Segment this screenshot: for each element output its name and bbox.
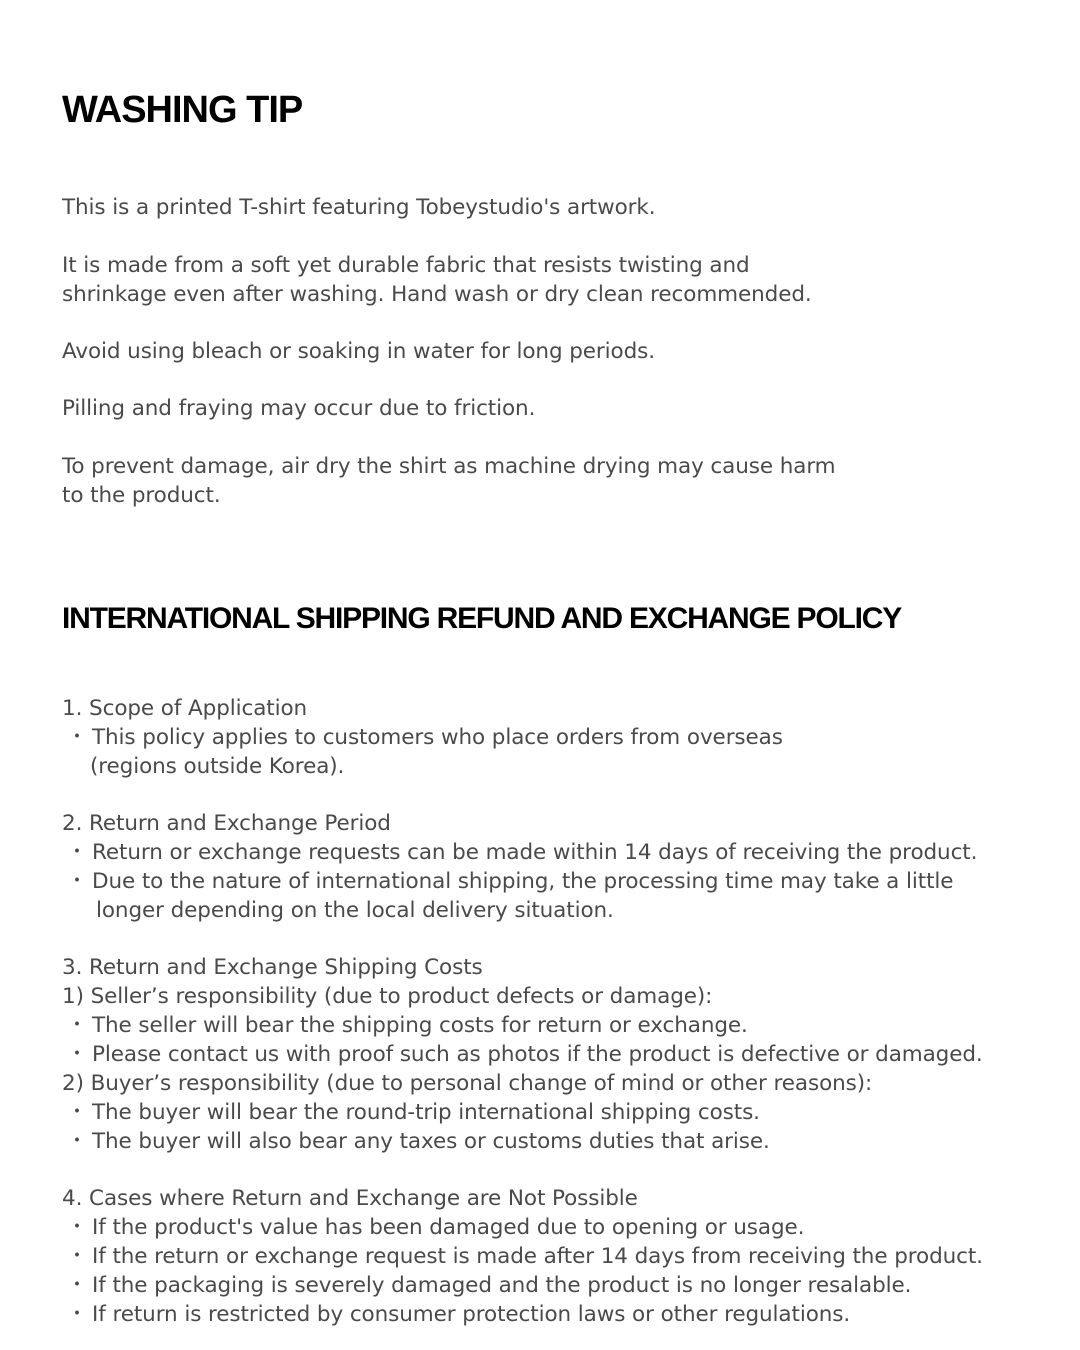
- policy-section-heading: 1. Scope of Application: [62, 696, 308, 721]
- bullet-icon: ・: [66, 1042, 88, 1067]
- washing-tip-line: shrinkage even after washing. Hand wash or dry clean recommended.: [62, 282, 812, 307]
- policy-subheading: 2) Buyer’s responsibility (due to personal change of mind or other reasons):: [62, 1071, 873, 1096]
- bullet-icon: ・: [66, 840, 88, 865]
- policy-list-item-text: Due to the nature of international shipping, the processing time may take a little: [92, 869, 954, 894]
- policy-section-heading: 4. Cases where Return and Exchange are Not Possible: [62, 1186, 638, 1211]
- policy-list-item: [62, 1213, 804, 1242]
- bullet-icon: ・: [66, 725, 88, 750]
- policy-list-item-text: The buyer will also bear any taxes or customs duties that arise.: [92, 1129, 770, 1154]
- washing-tip-line: It is made from a soft yet durable fabric that resists twisting and: [62, 253, 750, 278]
- policy-list-item-continued: longer depending on the local delivery situation.: [96, 898, 614, 923]
- policy-list-item-text: The buyer will bear the round-trip international shipping costs.: [92, 1100, 760, 1125]
- policy-list-item-text: The seller will bear the shipping costs for return or exchange.: [92, 1013, 748, 1038]
- bullet-icon: ・: [66, 1129, 88, 1154]
- policy-list-item: [62, 1127, 770, 1156]
- policy-list-item-text: If the return or exchange request is made after 14 days from receiving the product.: [92, 1244, 983, 1269]
- policy-subheading: 1) Seller’s responsibility (due to product defects or damage):: [62, 984, 713, 1009]
- bullet-icon: ・: [66, 1013, 88, 1038]
- policy-list-item: [62, 1242, 983, 1271]
- washing-tip-heading: WASHING TIP: [62, 89, 303, 131]
- policy-list-item-text: This policy applies to customers who place orders from overseas: [92, 725, 783, 750]
- bullet-icon: ・: [66, 1302, 88, 1327]
- policy-list-item: [62, 1300, 850, 1329]
- bullet-icon: ・: [66, 1244, 88, 1269]
- policy-list-item-text: If return is restricted by consumer protection laws or other regulations.: [92, 1302, 851, 1327]
- washing-tip-line: To prevent damage, air dry the shirt as machine drying may cause harm: [62, 454, 836, 479]
- bullet-icon: ・: [66, 1215, 88, 1240]
- policy-list-item: [62, 723, 783, 752]
- policy-heading: INTERNATIONAL SHIPPING REFUND AND EXCHANGE POLICY: [62, 602, 902, 635]
- policy-section-heading: 3. Return and Exchange Shipping Costs: [62, 955, 483, 980]
- washing-tip-line: Avoid using bleach or soaking in water for long periods.: [62, 339, 655, 364]
- policy-list-item: [62, 1011, 748, 1040]
- policy-list-item-text: Please contact us with proof such as photos if the product is defective or damaged.: [92, 1042, 983, 1067]
- policy-list-item-continued: (regions outside Korea).: [90, 754, 345, 779]
- policy-section-heading: 2. Return and Exchange Period: [62, 811, 391, 836]
- policy-list-item-text: Return or exchange requests can be made within 14 days of receiving the product.: [92, 840, 978, 865]
- policy-list-item-text: If the product's value has been damaged due to opening or usage.: [92, 1215, 805, 1240]
- policy-list-item-text: If the packaging is severely damaged and the product is no longer resalable.: [92, 1273, 912, 1298]
- policy-list-item: [62, 1271, 911, 1300]
- policy-list-item: [62, 838, 977, 867]
- policy-list-item: [62, 867, 953, 896]
- policy-list-item: [62, 1098, 760, 1127]
- washing-tip-line: Pilling and fraying may occur due to friction.: [62, 396, 536, 421]
- washing-tip-line: to the product.: [62, 483, 221, 508]
- washing-tip-line: This is a printed T-shirt featuring Tobeystudio's artwork.: [62, 195, 656, 220]
- bullet-icon: ・: [66, 1273, 88, 1298]
- bullet-icon: ・: [66, 1100, 88, 1125]
- bullet-icon: ・: [66, 869, 88, 894]
- policy-list-item: [62, 1040, 983, 1069]
